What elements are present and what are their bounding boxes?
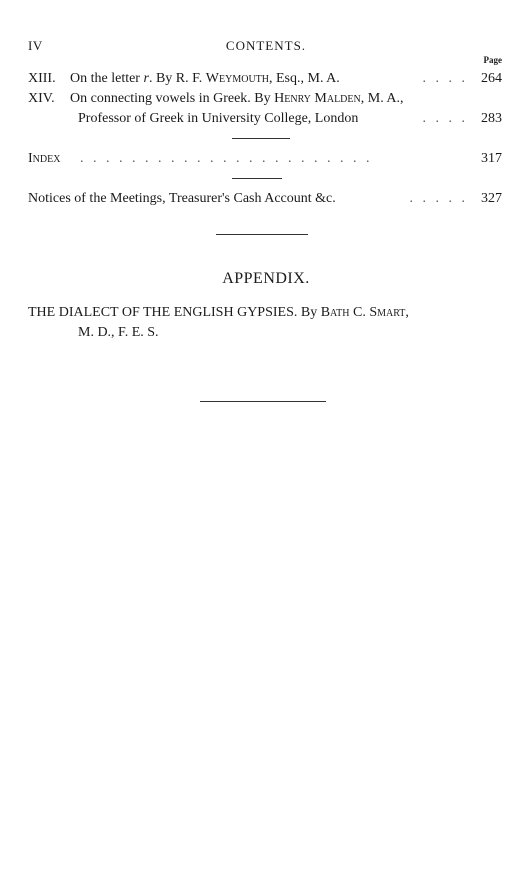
entry-author-suffix: , Esq., M. A. xyxy=(269,71,340,86)
entry-author: Weymouth xyxy=(205,71,269,86)
contents-entry-xiv-line2 xyxy=(28,110,502,128)
appendix-entry-line2: M. D., F. E. S. xyxy=(78,325,159,340)
entry-author: Henry Malden xyxy=(274,91,361,106)
entry-number: XIII. xyxy=(28,71,56,86)
contents-entry-xiv xyxy=(28,90,502,108)
separator-rule xyxy=(232,178,282,179)
separator-rule xyxy=(216,234,308,235)
entry-author-suffix: , M. A., xyxy=(360,91,404,106)
closing-rule xyxy=(200,401,326,402)
contents-entry-index xyxy=(28,150,502,168)
entry-title-cont: . By R. F. xyxy=(148,71,206,86)
appendix-entry-title: THE DIALECT OF THE ENGLISH GYPSIES. By xyxy=(28,305,321,320)
page-number: IV xyxy=(28,38,43,53)
contents-entry-notices xyxy=(28,190,502,208)
appendix-author: Bath C. Smart xyxy=(320,305,406,320)
entry-page: 283 xyxy=(481,111,502,126)
entry-title-line2: Professor of Greek in University College, London xyxy=(78,111,359,126)
leader-dots: . . . . xyxy=(422,111,468,126)
index-label: Index xyxy=(28,151,61,166)
entry-title: On the letter xyxy=(70,71,144,86)
page-column-label: Page xyxy=(483,55,502,65)
entry-page: 327 xyxy=(481,191,502,206)
leader-dots: . . . . . xyxy=(409,191,468,206)
leader-dots: . . . . . . . . . . . . . . . . . . . . . . . xyxy=(80,151,373,166)
entry-number: XIV. xyxy=(28,91,55,106)
notices-text: Notices of the Meetings, Treasurer's Cash Account &c. xyxy=(28,191,336,206)
entry-page: 317 xyxy=(481,151,502,166)
entry-title: On connecting vowels in Greek. By xyxy=(70,91,275,106)
leader-dots: . . . . xyxy=(422,71,468,86)
appendix-heading: APPENDIX. xyxy=(222,270,310,287)
entry-italic-letter: r xyxy=(143,71,149,86)
entry-page: 264 xyxy=(481,71,502,86)
running-title: CONTENTS. xyxy=(225,38,307,53)
contents-entry-xiii xyxy=(28,70,502,88)
appendix-entry-line1 xyxy=(28,303,409,323)
appendix-author-suffix: , xyxy=(405,305,409,320)
separator-rule xyxy=(232,138,290,139)
